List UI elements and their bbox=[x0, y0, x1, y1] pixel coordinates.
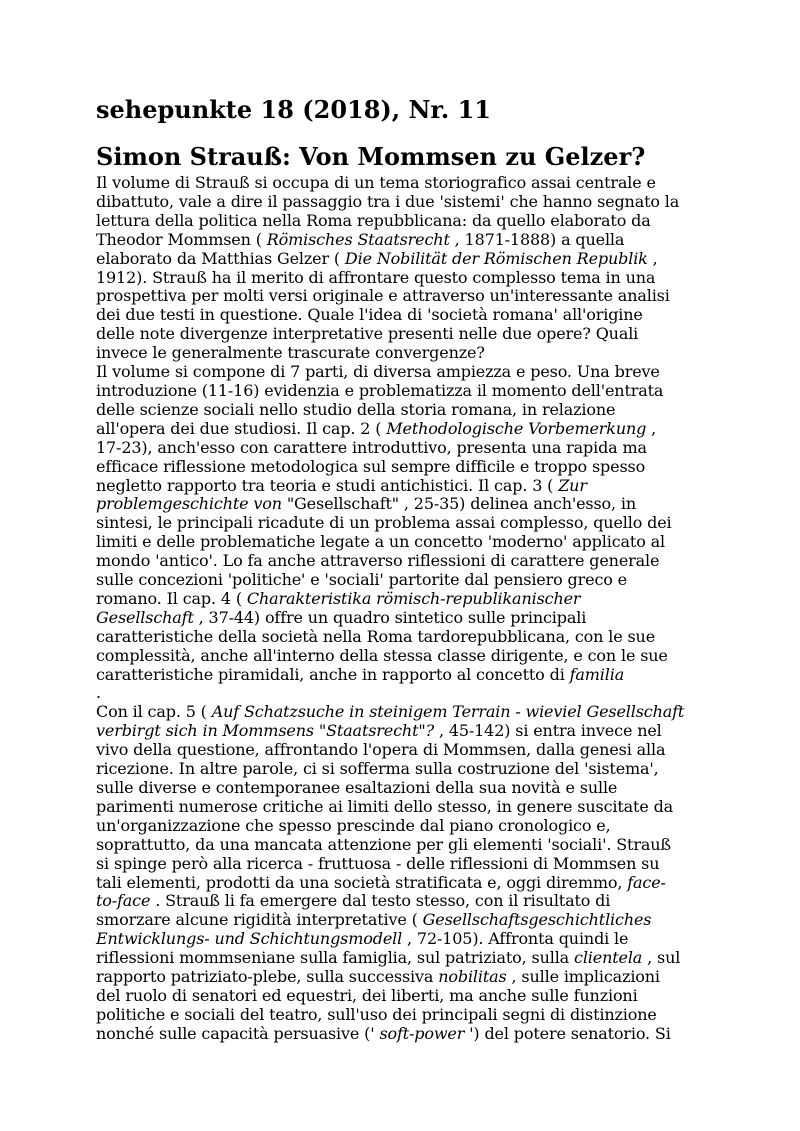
text-run: "Gesellschaft" , 25-35) delinea anch'esso, in bbox=[286, 494, 637, 514]
text-run: caratteristiche piramidali, anche in rapporto al concetto di bbox=[96, 664, 570, 684]
text-run: , 1871-1888) a quella bbox=[449, 229, 625, 249]
text-line bbox=[96, 817, 708, 836]
text-run: 17-23), anch'esso con carattere introduttivo, presenta una rapida ma bbox=[96, 437, 647, 457]
text-run: , bbox=[646, 418, 657, 438]
text-run: dei due testi in questione. Quale l'idea di 'società romana' all'origine bbox=[96, 305, 643, 325]
italic-text: face- bbox=[627, 872, 666, 892]
text-line bbox=[96, 495, 708, 514]
text-run: sulle diverse e contemporanee esaltazioni della sua novità e sulle bbox=[96, 778, 618, 797]
italic-text: verbirgt sich in Mommsens bbox=[96, 721, 319, 741]
text-run: efficace riflessione metodologica sul sempre difficile e troppo spesso bbox=[96, 456, 646, 476]
text-line bbox=[96, 684, 708, 703]
italic-text: Methodologische Vorbemerkung bbox=[386, 418, 647, 438]
text-line bbox=[96, 609, 708, 628]
text-line bbox=[96, 193, 708, 212]
text-run: complessità, anche all'interno della stessa classe dirigente, e con le sue bbox=[96, 645, 668, 665]
text-run: , 37-44) offre un quadro sintetico sulle principali bbox=[193, 607, 587, 627]
text-run: un'organizzazione che spesso prescinde dal piano cronologico e, bbox=[96, 815, 611, 835]
text-run: , bbox=[647, 248, 658, 268]
italic-text: Staatsrecht bbox=[326, 721, 419, 741]
text-run: introduzione (11-16) evidenzia e problematizza il momento dell'entrata bbox=[96, 380, 664, 400]
text-run: del ruolo di senatori ed equestri, dei liberti, ma anche sulle funzioni bbox=[96, 985, 638, 1005]
text-run: si spinge però alla ricerca - fruttuosa - delle riflessioni di Mommsen su bbox=[96, 853, 660, 873]
review-body bbox=[96, 174, 708, 1044]
text-line bbox=[96, 741, 708, 760]
text-line bbox=[96, 212, 708, 231]
italic-text: clientela bbox=[574, 948, 643, 968]
text-run: elaborato da Matthias Gelzer ( bbox=[96, 248, 345, 268]
text-line bbox=[96, 306, 708, 325]
text-line bbox=[96, 514, 708, 533]
text-run: lettura della politica nella Roma repubblicana: da quello elaborato da bbox=[96, 210, 651, 230]
text-line bbox=[96, 647, 708, 666]
text-line bbox=[96, 174, 708, 193]
text-line bbox=[96, 703, 708, 722]
text-line bbox=[96, 779, 708, 798]
text-line bbox=[96, 1006, 708, 1025]
text-run: soprattutto, da una mancata attenzione per gli elementi 'sociali'. Strauß bbox=[96, 834, 671, 854]
italic-text: Zur bbox=[558, 475, 587, 495]
text-run: 1912). Strauß ha il merito di affrontare questo complesso tema in una bbox=[96, 267, 656, 287]
italic-text: Entwicklungs- und Schichtungsmodell bbox=[96, 929, 403, 949]
text-line bbox=[96, 836, 708, 855]
text-run: nonché sulle capacità persuasive (' bbox=[96, 1023, 380, 1043]
text-line bbox=[96, 363, 708, 382]
italic-text: familia bbox=[569, 664, 625, 684]
review-title: Simon Strauß: Von Mommsen zu Gelzer? bbox=[96, 142, 646, 171]
italic-text: Gesellschaft bbox=[96, 607, 194, 627]
italic-text: ? bbox=[425, 721, 435, 741]
italic-text: Auf Schatzsuche in steinigem Terrain - wieviel Gesellschaft bbox=[211, 702, 685, 722]
text-run: Con il cap. 5 ( bbox=[96, 702, 212, 722]
text-line bbox=[96, 855, 708, 874]
text-run: sintesi, le principali ricadute di un problema assai complesso, quello dei bbox=[96, 513, 672, 533]
text-line bbox=[96, 439, 708, 458]
text-run: Il volume di Strauß si occupa di un tema storiografico assai centrale e bbox=[96, 173, 656, 192]
text-line bbox=[96, 325, 708, 344]
journal-citation: sehepunkte 18 (2018), Nr. 11 bbox=[96, 95, 491, 124]
text-line bbox=[96, 968, 708, 987]
text-run: delle note divergenze interpretative presenti nelle due opere? Quali bbox=[96, 324, 639, 344]
text-run: , 45-142) si entra invece nel bbox=[434, 721, 662, 741]
text-line bbox=[96, 666, 708, 685]
text-line bbox=[96, 874, 708, 893]
text-run: ricezione. In altre parole, ci si sofferma sulla costruzione del 'sistema', bbox=[96, 759, 659, 779]
text-run: Theodor Mommsen ( bbox=[96, 229, 267, 249]
text-line bbox=[96, 477, 708, 496]
text-line bbox=[96, 401, 708, 420]
text-run: all'opera dei due studiosi. Il cap. 2 ( bbox=[96, 418, 387, 438]
italic-text: soft-power bbox=[379, 1023, 465, 1043]
text-run: smorzare alcune rigidità interpretative ( bbox=[96, 910, 423, 930]
text-run: romano. Il cap. 4 ( bbox=[96, 588, 247, 608]
document-page bbox=[96, 93, 708, 1044]
text-line bbox=[96, 949, 708, 968]
text-run: prospettiva per molti versi originale e attraverso un'interessante analisi bbox=[96, 286, 670, 306]
text-line bbox=[96, 533, 708, 552]
text-run: caratteristiche della società nella Roma tardorepubblicana, con le sue bbox=[96, 626, 656, 646]
text-line bbox=[96, 287, 708, 306]
text-line bbox=[96, 590, 708, 609]
text-line bbox=[96, 571, 708, 590]
text-run: mondo 'antico'. Lo fa anche attraverso riflessioni di carattere generale bbox=[96, 551, 660, 571]
italic-text: to-face bbox=[96, 891, 151, 911]
text-line bbox=[96, 1025, 708, 1044]
text-run: negletto rapporto tra teoria e studi antichistici. Il cap. 3 ( bbox=[96, 475, 559, 495]
text-run: rapporto patriziato-plebe, sulla successiva bbox=[96, 967, 439, 987]
text-run: ') del potere senatorio. Si bbox=[464, 1023, 671, 1043]
text-run: " bbox=[318, 721, 327, 741]
text-run: limiti e delle problematiche legate a un concetto 'moderno' applicato al bbox=[96, 532, 665, 552]
text-line bbox=[96, 892, 708, 911]
text-run: tali elementi, prodotti da una società stratificata e, oggi diremmo, bbox=[96, 872, 628, 892]
text-run: " bbox=[418, 721, 426, 741]
italic-text: nobilitas bbox=[438, 967, 507, 987]
text-line bbox=[96, 628, 708, 647]
text-run: delle scienze sociali nello studio della storia romana, in relazione bbox=[96, 399, 616, 419]
italic-text: Römisches Staatsrecht bbox=[266, 229, 450, 249]
text-run: politiche e sociali del teatro, sull'uso dei principali segni di distinzione bbox=[96, 1004, 657, 1024]
text-line bbox=[96, 798, 708, 817]
text-run: , 72-105). Affronta quindi le bbox=[402, 929, 629, 949]
text-run: riflessioni mommseniane sulla famiglia, sul patriziato, sulla bbox=[96, 948, 575, 968]
text-run: Il volume si compone di 7 parti, di diversa ampiezza e peso. Una breve bbox=[96, 362, 660, 382]
italic-text: problemgeschichte von bbox=[96, 494, 287, 514]
text-line bbox=[96, 722, 708, 741]
text-run: dibattuto, vale a dire il passaggio tra i due 'sistemi' che hanno segnato la bbox=[96, 191, 680, 211]
text-run: vivo della questione, affrontando l'opera di Mommsen, dalla genesi alla bbox=[96, 740, 666, 760]
text-line bbox=[96, 344, 708, 363]
text-run: sulle concezioni 'politiche' e 'sociali' partorite dal pensiero greco e bbox=[96, 570, 627, 590]
text-run: . bbox=[96, 683, 101, 703]
text-run: , sul bbox=[642, 948, 681, 968]
text-line bbox=[96, 231, 708, 250]
italic-text: Charakteristika römisch-republikanischer bbox=[246, 588, 581, 608]
text-run: invece le generalmente trascurate convergenze? bbox=[96, 343, 485, 363]
text-run: parimenti numerose critiche ai limiti dello stesso, in genere suscitate da bbox=[96, 796, 674, 816]
italic-text: Gesellschaftsgeschichtliches bbox=[422, 910, 652, 930]
text-line bbox=[96, 420, 708, 439]
text-line bbox=[96, 930, 708, 949]
text-line bbox=[96, 987, 708, 1006]
italic-text: Die Nobilität der Römischen Republik bbox=[344, 248, 648, 268]
text-line bbox=[96, 552, 708, 571]
text-line bbox=[96, 382, 708, 401]
text-run: . Strauß li fa emergere dal testo stesso, con il risultato di bbox=[150, 891, 611, 911]
text-run: , sulle implicazioni bbox=[506, 967, 660, 987]
text-line bbox=[96, 458, 708, 477]
text-line bbox=[96, 911, 708, 930]
text-line bbox=[96, 760, 708, 779]
text-line bbox=[96, 269, 708, 288]
text-line bbox=[96, 250, 708, 269]
